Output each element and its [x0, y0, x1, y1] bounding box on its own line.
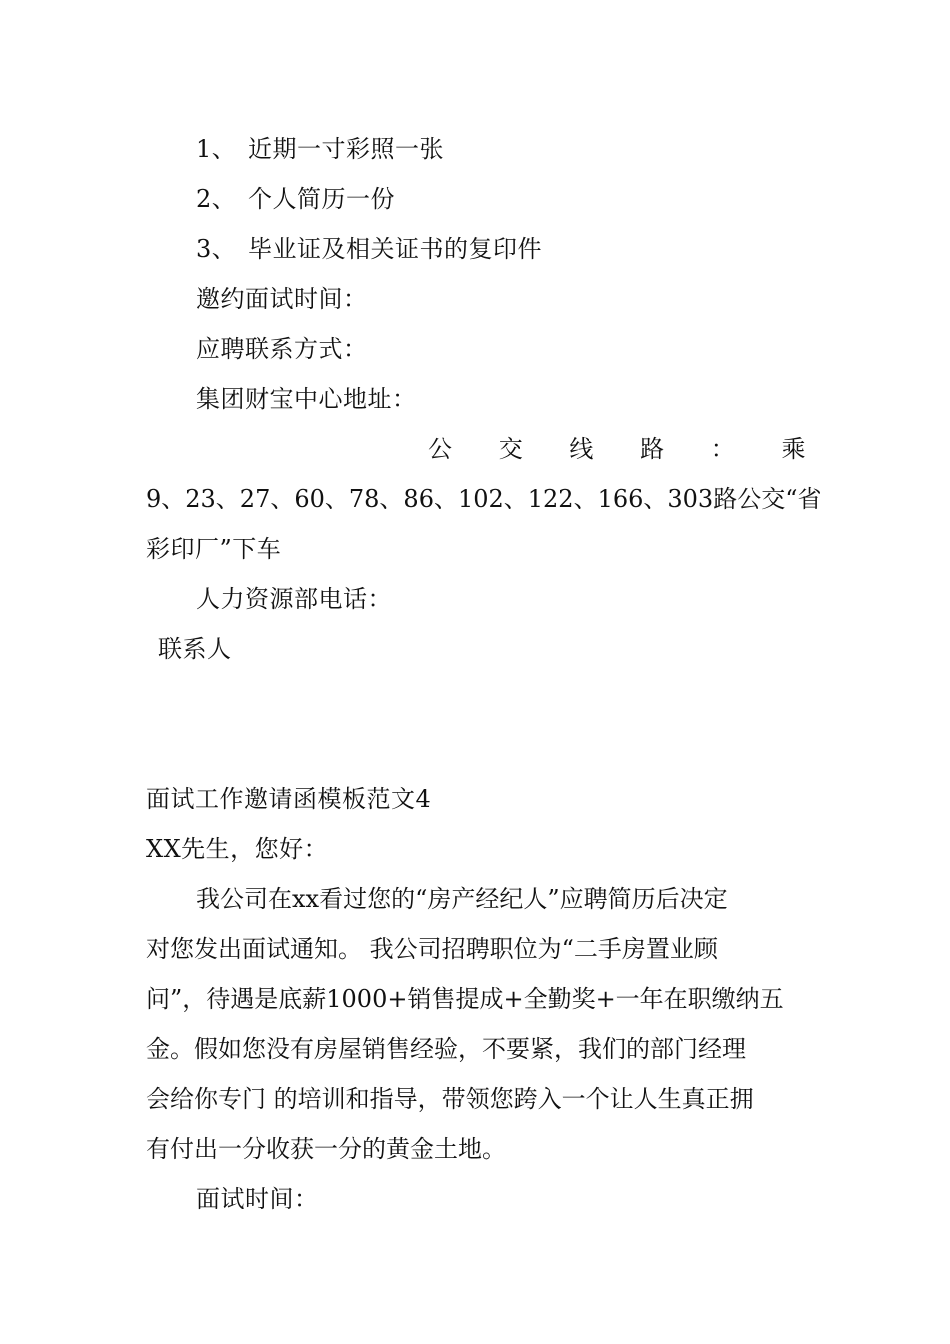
list-text: 个人简历一份 [248, 185, 395, 213]
greeting: XX先生，您好： [146, 835, 329, 863]
body-line: 我公司在xx看过您的“房产经纪人”应聘简历后决定 [196, 885, 728, 913]
list-item [196, 234, 542, 264]
hr-phone-label: 人力资源部电话： [196, 585, 392, 613]
list-number: 1、 [196, 135, 237, 163]
interview-time-invite-label: 邀约面试时间： [196, 285, 368, 313]
bus-route-line-3: 彩印厂”下车 [146, 535, 282, 563]
bus-char: 公 [428, 435, 453, 463]
bus-char: 乘 [781, 435, 806, 463]
bus-route-line-2: 9、23、27、60、78、86、102、122、166、303路公交“省 [146, 485, 822, 513]
body-line: 金。假如您没有房屋销售经验，不要紧，我们的部门经理 [146, 1035, 746, 1063]
list-number: 2、 [196, 185, 237, 213]
address-label: 集团财宝中心地址： [196, 385, 417, 413]
bus-char: 线 [569, 435, 594, 463]
body-line: 有付出一分收获一分的黄金土地。 [146, 1135, 506, 1163]
contact-method-label: 应聘联系方式： [196, 335, 368, 363]
body-line: 问”，待遇是底薪1000+销售提成+全勤奖+一年在职缴纳五 [146, 985, 784, 1013]
interview-time-label: 面试时间： [196, 1185, 319, 1213]
list-number: 3、 [196, 235, 237, 263]
body-line: 会给你专门 的培训和指导，带领您跨入一个让人生真正拥 [146, 1085, 754, 1113]
bus-char: 路 [640, 435, 665, 463]
bus-char: 交 [498, 435, 524, 463]
bus-route-line-1 [428, 434, 806, 464]
list-item [196, 134, 444, 164]
list-item [196, 184, 395, 214]
contact-person-label: 联系人 [158, 635, 232, 663]
bus-char: ： [710, 435, 736, 463]
body-line: 对您发出面试通知。 我公司招聘职位为“二手房置业顾 [146, 935, 718, 963]
list-text: 近期一寸彩照一张 [248, 135, 444, 163]
section-title: 面试工作邀请函模板范文4 [146, 785, 432, 813]
list-text: 毕业证及相关证书的复印件 [248, 235, 542, 263]
